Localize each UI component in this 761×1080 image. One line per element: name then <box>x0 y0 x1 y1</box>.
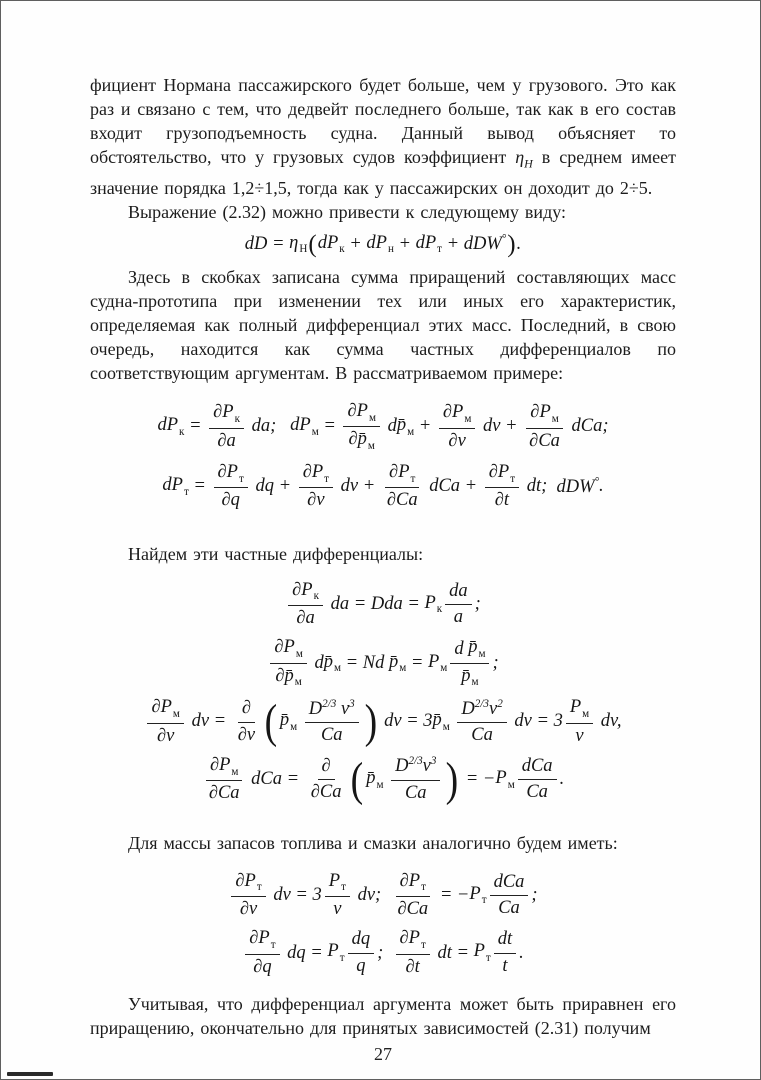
paragraph-sum-of-increments: Здесь в скобках записана сумма приращений составляющих масс судна-прототипа при изменении тех или иных его характеристик, определяемая как полный дифференциал этих масс. Последний, в свою очередь, находится как сумма частных дифференциалов по соответствующим аргументам. В рассматриваемом примере: <box>90 267 676 384</box>
paragraph-norman-coefficient <box>90 73 676 200</box>
scan-artifact <box>7 1072 53 1076</box>
equation-machinery-specific-mass: $\frac{\partial P_м}{\partial p̄_м}$ d $p̄_м$ = Nd $p̄_м$ = $P_м$ d $p̄_м$ $p̄_м$ ; <box>90 637 676 689</box>
equation-machinery-speed-derivative: $\frac{\partial P_м}{\partial v}$ dv = $\frac{\partial}{\partial v}$ ( $p̄_м$ $D^{2/3}$ $v^3$ Ca ) dv = 3 $p̄_м$ $D^{2/3}$ $v^2$ Ca dv = 3 $\frac{P_м}{v}$ dv, <box>90 697 676 747</box>
close-paren: ) <box>507 230 516 258</box>
close-paren: ) <box>364 695 377 748</box>
eta-symbol: η <box>515 147 525 167</box>
eta-subscript: H <box>524 156 533 171</box>
open-paren: ( <box>351 753 364 806</box>
page-number: 27 <box>374 1044 392 1064</box>
equation-dPt-expansion: $dP_т$ = $\frac{\partial P_т}{\partial q}$ dq + $\frac{\partial P_т}{\partial v}$ dv + $\frac{\partial P_т}{\partial Ca}$ dCa + $\frac{\partial P_т}{\partial t}$ dt; dDW° . <box>162 461 604 511</box>
close-paren: ) <box>446 753 459 806</box>
open-paren: ( <box>308 230 317 258</box>
equation-hull-differential: $\frac{\partial P_к}{\partial a}$ da = Dda = $P_к$ $\frac{da}{a}$ ; <box>90 580 676 630</box>
paragraph-expression-232: Выражение (2.32) можно привести к следующему виду: <box>128 201 566 222</box>
paragraph-find-differentials: Найдем эти частные дифференциалы: <box>128 543 424 564</box>
equation-fuel-q-t: $\frac{\partial P_т}{\partial q}$ dq = $P_т$ $\frac{dq}{q}$ ; $\frac{\partial P_т}{\partial t}$ dt = $P_т$ $\frac{dt}{t}$ . <box>90 928 676 978</box>
open-paren: ( <box>264 695 278 748</box>
paragraph-conclusion: Учитывая, что дифференциал аргумента может быть приравнен его приращению, окончательно для принятых зависимостей (2.31) получим <box>90 994 676 1038</box>
equation-dPk-dPm-expansion: $dP_к$ = $\frac{\partial P_к}{\partial a}$ da; $dP_м$ = $\frac{\partial P_м}{\partial p̄_м}$ d $p̄_м$ + $\frac{\partial P_м}{\partial v}$ dv + $\frac{\partial P_м}{\partial Ca}$ dCa; <box>157 401 609 453</box>
equation-total-differential: dD = $\eta_H$ ( $dP_к$ + $dP_н$ + $dP_т$ + dDW° ) . <box>244 230 522 258</box>
paragraph-fuel-lubricants: Для массы запасов топлива и смазки аналогично будем иметь: <box>128 832 618 853</box>
equation-machinery-admiralty-derivative: $\frac{\partial P_м}{\partial Ca}$ dCa = $\frac{\partial}{\partial Ca}$ ( $p̄_м$ $D^{2/3}$ $v^3$ Ca ) = − $P_м$ $\frac{\text{dCa}}{Ca}$ . <box>90 755 676 805</box>
equation-fuel-speed-admiralty: $\frac{\partial P_т}{\partial v}$ dv = 3 $\frac{P_т}{v}$ dv; $\frac{\partial P_т}{\partial Ca}$ = − $P_т$ $\frac{\text{dCa}}{Ca}$ ; <box>90 871 676 921</box>
paragraph-text: в среднем имеет значение порядка 1,2÷1,5, тогда как у пассажирских он доходит до 2÷5. <box>90 147 676 198</box>
paragraph-text: фициент Нормана пассажирского будет больше, чем у грузового. Это как раз и связано с тем, что дедвейт последнего больше, так как в его состав входит грузоподъемность судна. Данный вывод объясняет то обстоятельство, что у грузовых судов коэффициент <box>90 75 676 167</box>
